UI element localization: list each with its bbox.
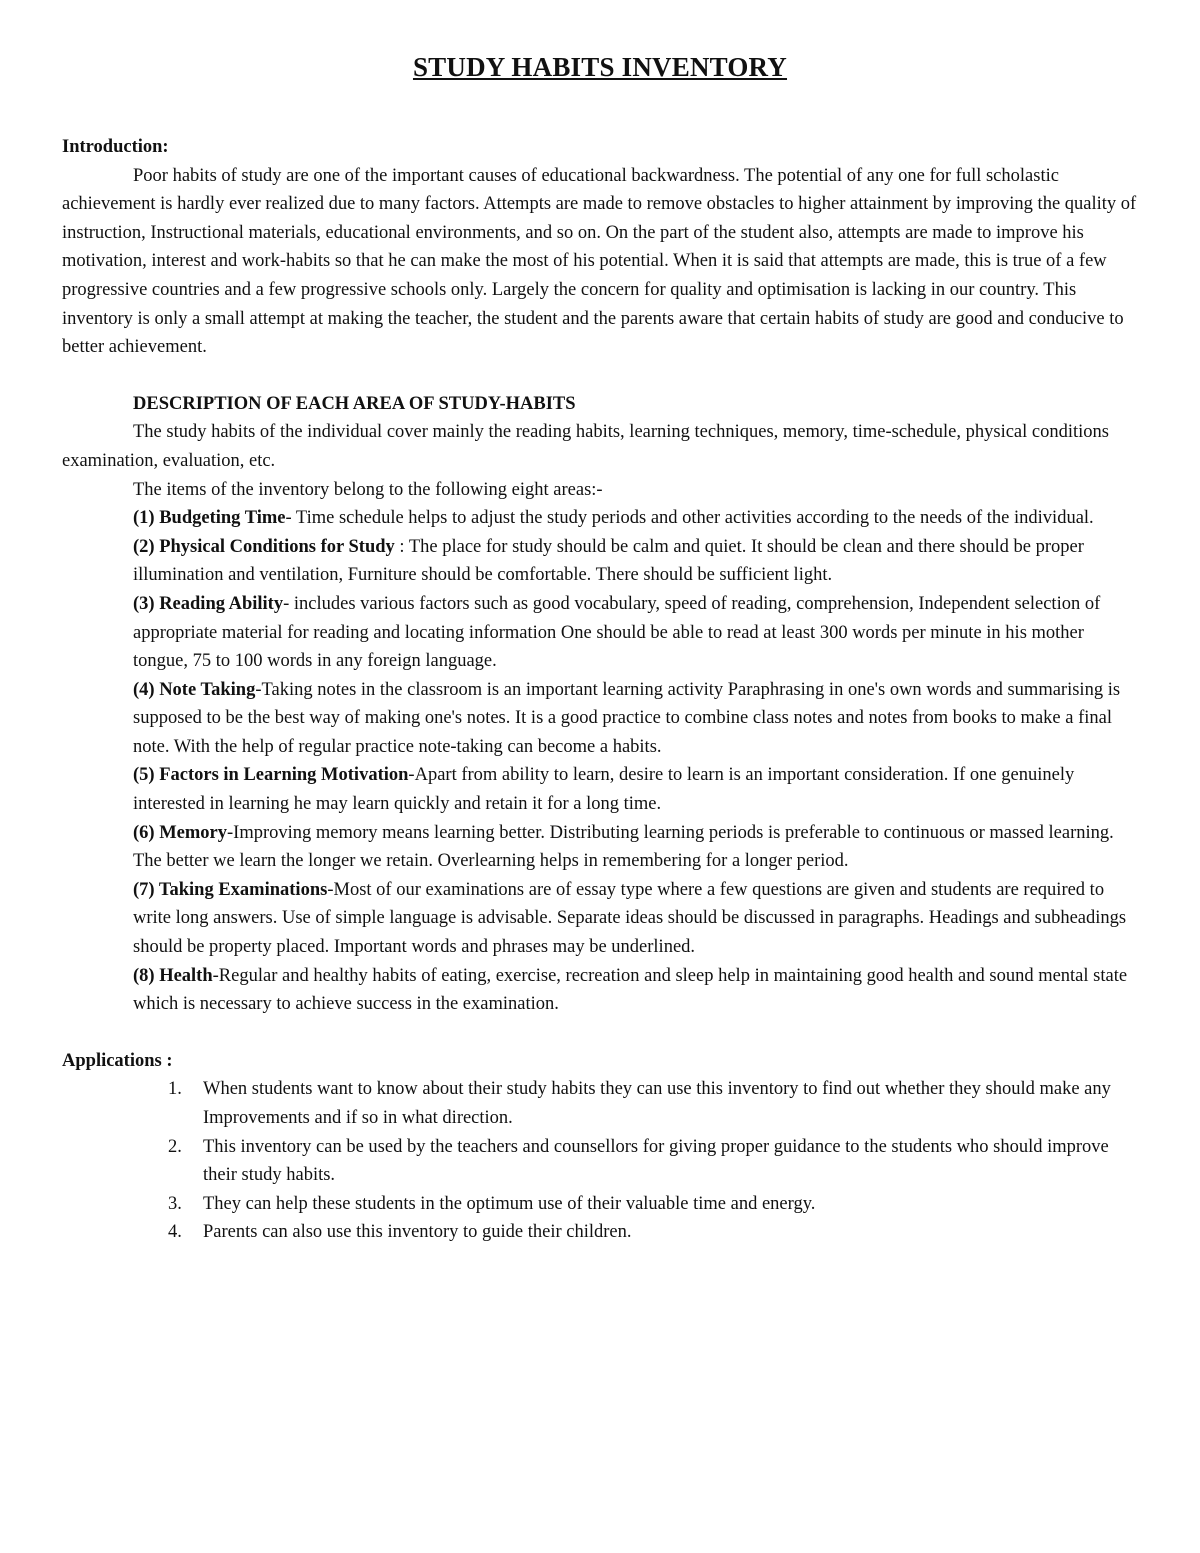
list-item xyxy=(62,1075,1138,1132)
area-item xyxy=(133,761,1138,818)
list-text: Parents can also use this inventory to guide their children. xyxy=(203,1222,632,1243)
list-text: When students want to know about their study habits they can use this inventory to find out whether they should make any Improvements and if so in what direction. xyxy=(203,1079,1111,1128)
area-text: - Time schedule helps to adjust the study periods and other activities according to the needs of the individual. xyxy=(285,508,1094,529)
area-text: -Taking notes in the classroom is an important learning activity Paraphrasing in one's own words and summarising is supposed to be the best way of making one's notes. It is a good practice to combine class notes and notes from books to make a final note. With the help of regular practice note-taking can become a habits. xyxy=(133,679,1121,757)
area-item xyxy=(133,504,1138,533)
list-number: 1. xyxy=(168,1079,182,1100)
area-item xyxy=(133,876,1138,962)
areas-intro: The items of the inventory belong to the following eight areas:- xyxy=(133,479,603,500)
area-label: (6) Memory xyxy=(133,822,227,843)
area-label: (4) Note Taking xyxy=(133,679,256,700)
list-number: 3. xyxy=(168,1193,182,1214)
list-item xyxy=(62,1133,1138,1190)
area-item xyxy=(133,533,1138,590)
list-text: They can help these students in the optimum use of their valuable time and energy. xyxy=(203,1193,816,1214)
list-number: 2. xyxy=(168,1136,182,1157)
area-item xyxy=(133,590,1138,676)
area-text: - includes various factors such as good vocabulary, speed of reading, comprehension, Independent selection of appropriate material for reading and locating information One should be able to read at least 300 words per minute in his mother tongue, 75 to 100 words in any foreign language. xyxy=(133,593,1101,672)
area-text: -Apart from ability to learn, desire to learn is an important consideration. If one genuinely interested in learning he may learn quickly and retain it for a long time. xyxy=(133,765,1075,815)
area-item xyxy=(133,819,1138,876)
list-item xyxy=(62,1218,1138,1247)
area-label: (5) Factors in Learning Motivation xyxy=(133,765,409,786)
description-heading: DESCRIPTION OF EACH AREA OF STUDY-HABITS xyxy=(133,393,576,414)
list-number: 4. xyxy=(168,1222,182,1243)
applications-heading: Applications : xyxy=(62,1050,173,1071)
document-title: STUDY HABITS INVENTORY xyxy=(412,52,788,82)
introduction-section xyxy=(62,133,1138,362)
area-item xyxy=(133,962,1138,1019)
document-page xyxy=(62,52,1138,1247)
list-item xyxy=(62,1190,1138,1219)
introduction-paragraph: Poor habits of study are one of the important causes of educational backwardness. The potential of any one for full scholastic achievement is hardly ever realized due to many factors. Attempts are made to remove obstacles to higher attainment by improving the quality of instruction, Instructional materials, educational environments, and so on. On the part of the student also, attempts are made to improve his motivation, interest and work-habits so that he can make the most of his potential. When it is said that attempts are made, this is true of a few progressive countries and a few progressive schools only. Largely the concern for quality and optimisation is lacking in our country. This inventory is only a small attempt at making the teacher, the student and the parents aware that certain habits of study are good and conducive to better achievement. xyxy=(62,165,1137,358)
area-text: -Regular and healthy habits of eating, exercise, recreation and sleep help in maintaining good health and sound mental state which is necessary to achieve success in the examination. xyxy=(133,965,1128,1015)
description-section xyxy=(62,390,1138,1019)
area-item xyxy=(133,676,1138,762)
area-label: (7) Taking Examinations xyxy=(133,879,328,900)
area-text: -Improving memory means learning better. Distributing learning periods is preferable to continuous or massed learning. The better we learn the longer we retain. Overlearning helps in remembering for a longer period. xyxy=(133,822,1114,872)
applications-list xyxy=(62,1075,1138,1247)
applications-section xyxy=(62,1047,1138,1247)
area-text: : The place for study should be calm and quiet. It should be clean and there should be proper illumination and ventilation, Furniture should be comfortable. There should be sufficient light. xyxy=(133,536,1084,586)
area-label: (1) Budgeting Time xyxy=(133,508,286,529)
area-label: (3) Reading Ability xyxy=(133,593,284,614)
area-text: -Most of our examinations are of essay type where a few questions are given and students are required to write long answers. Use of simple language is advisable. Separate ideas should be discussed in paragraphs. Headings and subheadings should be property placed. Important words and phrases may be underlined. xyxy=(133,879,1127,958)
area-label: (2) Physical Conditions for Study xyxy=(133,536,395,557)
area-label: (8) Health xyxy=(133,965,213,986)
description-intro: The study habits of the individual cover mainly the reading habits, learning techniques, memory, time-schedule, physical conditions examination, evaluation, etc. xyxy=(62,422,1109,471)
list-text: This inventory can be used by the teachers and counsellors for giving proper guidance to the students who should improve their study habits. xyxy=(203,1136,1109,1186)
introduction-heading: Introduction: xyxy=(62,137,169,157)
